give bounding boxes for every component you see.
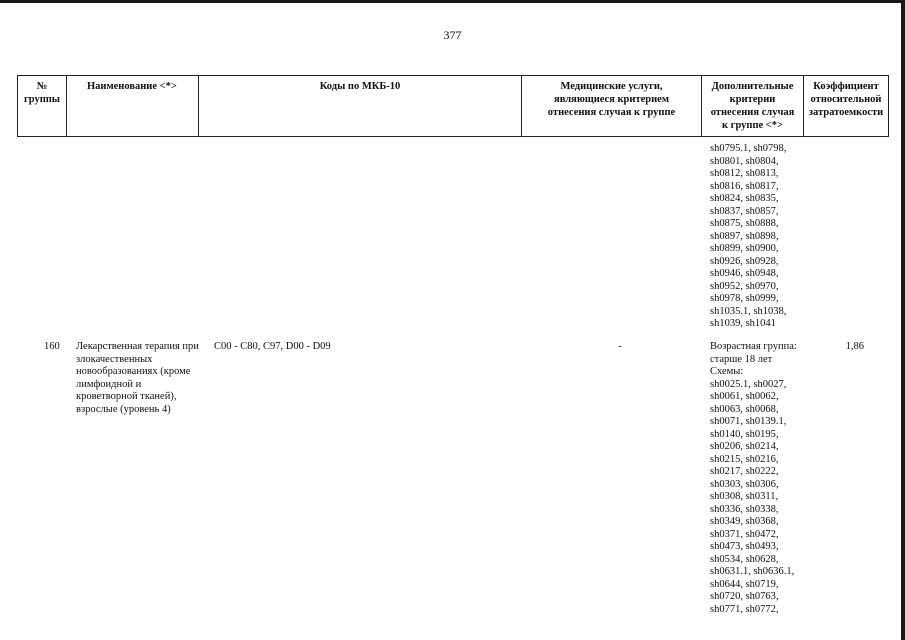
row-160-coefficient: 1,86 <box>845 341 864 352</box>
header-group-number-text: № группы <box>23 81 61 105</box>
header-additional-criteria <box>702 76 804 137</box>
header-icd-codes <box>199 76 522 137</box>
row-160-criteria: Возрастная группа: старше 18 лет Схемы: sh0025.1, sh0027, sh0061, sh0062, sh0063, sh0068, sh0071, sh0139.1, sh0140, sh0195, sh0206, sh0214, sh0215, sh0216, sh0217, sh0222, sh0303, sh0306, sh0308, sh0311, sh0336, sh0338, sh0349, sh0368, sh0371, sh0472, sh0473, sh0493, sh0534, sh0628, sh0631.1, sh0636.1, sh0644, sh0719, sh0720, sh0763, sh0771, sh0772, <box>710 341 797 615</box>
page-border-top <box>0 0 905 3</box>
header-additional-criteria-text: Дополнительные критерии отнесения случая к группе <*> <box>710 81 795 131</box>
table-header <box>17 75 889 137</box>
header-name <box>67 76 199 137</box>
row-160-icd-codes: C00 - C80, C97, D00 - D09 <box>214 341 331 352</box>
header-cost-coefficient <box>804 76 889 137</box>
header-medical-services-text: Медицинские услуги, являющиеся критерием отнесения случая к группе <box>547 81 676 118</box>
header-group-number <box>18 76 67 137</box>
page-border-right <box>901 0 905 640</box>
row-160-name: Лекарственная терапия при злокачественных новообразованиях (кроме лимфоидной и кроветворной тканей), взрослые (уровень 4) <box>76 341 199 415</box>
table-header-row <box>18 76 889 137</box>
header-medical-services <box>522 76 702 137</box>
header-cost-coefficient-text: Коэффициент относительной затратоемкости <box>808 81 884 118</box>
page-number: 377 <box>443 28 462 42</box>
header-icd-codes-text: Коды по МКБ-10 <box>319 81 401 92</box>
continuation-criteria: sh0795.1, sh0798, sh0801, sh0804, sh0812, sh0813, sh0816, sh0817, sh0824, sh0835, sh0837, sh0857, sh0875, sh0888, sh0897, sh0898, sh0899, sh0900, sh0926, sh0928, sh0946, sh0948, sh0952, sh0970, sh0978, sh0999, sh1035.1, sh1038, sh1039, sh1041 <box>710 143 787 329</box>
row-160-number: 160 <box>44 341 60 352</box>
header-name-text: Наименование <*> <box>87 81 177 92</box>
row-160-services: - <box>618 341 622 352</box>
